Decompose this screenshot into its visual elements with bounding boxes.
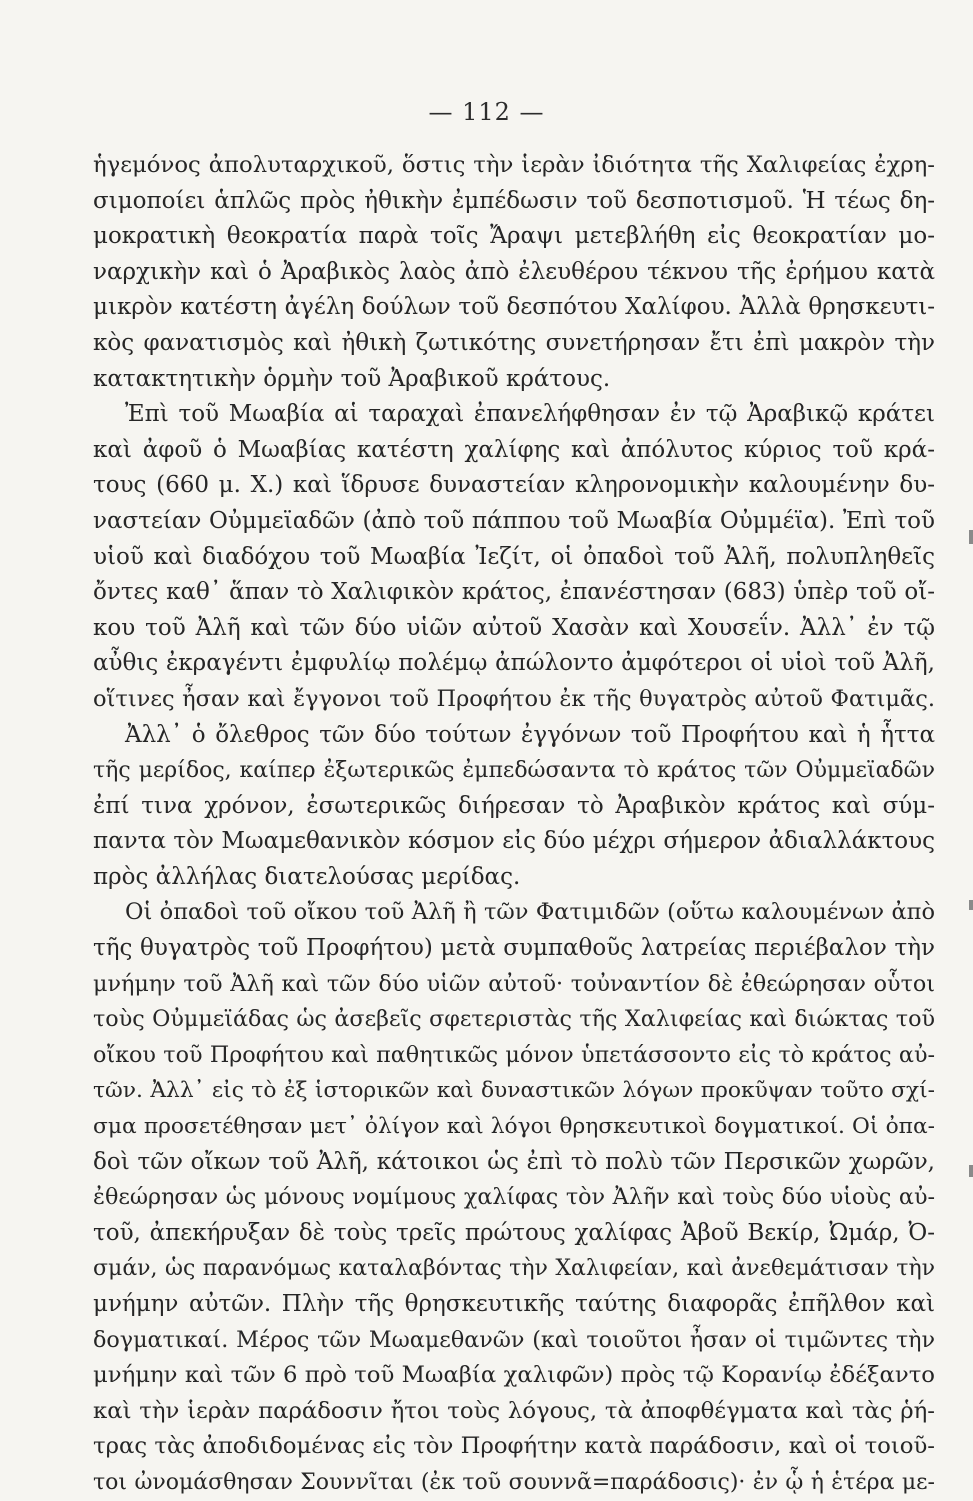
text-line: σμα προσετέθησαν μετ᾽ ὀλίγον καὶ λόγοι θρησκευτικοὶ δογματικοί. Οἱ ὀπα-	[93, 1114, 935, 1140]
text-line: τοὺς Οὐμμεϊάδας ὡς ἀσεβεῖς σφετεριστὰς τῆς Χαλιφείας καὶ διώκτας τοῦ	[93, 1006, 935, 1033]
text-line: αὖθις ἐκραγέντι ἐμφυλίῳ πολέμῳ ἀπώλοντο ἀμφότεροι οἱ υἱοὶ τοῦ Ἀλῆ,	[93, 650, 935, 677]
body-text	[93, 148, 935, 1501]
page-edge-mark	[969, 530, 973, 544]
text-line: δοὶ τῶν οἴκων τοῦ Ἀλῆ, κάτοικοι ὡς ἐπὶ τὸ πολὺ τῶν Περσικῶν χωρῶν,	[93, 1148, 935, 1175]
text-line: Οἱ ὀπαδοὶ τοῦ οἴκου τοῦ Ἀλῆ ἢ τῶν Φατιμιδῶν (οὕτω καλουμένων ἀπὸ	[125, 899, 935, 926]
page-number: — 112 —	[428, 98, 545, 126]
text-line: τῶν. Ἀλλ᾽ εἰς τὸ ἐξ ἱστορικῶν καὶ δυναστικῶν λόγων προκῦψαν τοῦτο σχί-	[93, 1078, 935, 1104]
text-line: μνήμην καὶ τῶν 6 πρὸ τοῦ Μωαβία χαλιφῶν) πρὸς τῷ Κορανίῳ ἐδέξαντο	[93, 1362, 935, 1389]
text-line: τοι ὠνομάσθησαν Σουννῖται (ἐκ τοῦ σουννᾶ=παράδοσις)· ἐν ᾧ ἡ ἑτέρα με-	[93, 1469, 935, 1495]
text-line: τῆς μερίδος, καίπερ ἐξωτερικῶς ἐμπεδώσαντα τὸ κράτος τῶν Οὐμμεϊαδῶν	[93, 758, 935, 784]
text-line: ἐπί τινα χρόνον, ἐσωτερικῶς διήρεσαν τὸ Ἀραβικὸν κράτος καὶ σύμ-	[93, 792, 935, 819]
text-line: σιμοποίει ἁπλῶς πρὸς ἠθικὴν ἐμπέδωσιν τοῦ δεσποτισμοῦ. Ἡ τέως δη-	[93, 187, 935, 214]
text-line: καὶ τὴν ἱερὰν παράδοσιν ἤτοι τοὺς λόγους, τὰ ἀποφθέγματα καὶ τὰς ῥή-	[93, 1397, 935, 1424]
text-line: Ἀλλ᾽ ὁ ὄλεθρος τῶν δύο τούτων ἐγγόνων τοῦ Προφήτου καὶ ἡ ἧττα	[125, 721, 935, 748]
text-line: μνήμην αὐτῶν. Πλὴν τῆς θρησκευτικῆς ταύτης διαφορᾶς ἐπῆλθον καὶ	[93, 1291, 935, 1317]
text-line: Ἐπὶ τοῦ Μωαβία αἱ ταραχαὶ ἐπανελήφθησαν ἐν τῷ Ἀραβικῷ κράτει	[125, 401, 935, 428]
text-line: μοκρατικὴ θεοκρατία παρὰ τοῖς Ἄραψι μετεβλήθη εἰς θεοκρατίαν μο-	[93, 223, 935, 250]
text-line: σμάν, ὡς παρανόμως καταλαβόντας τὴν Χαλιφείαν, καὶ ἀνεθεμάτισαν τὴν	[93, 1256, 935, 1282]
text-line: οἴκου τοῦ Προφήτου καὶ παθητικῶς μόνον ὑπετάσσοντο εἰς τὸ κράτος αὐ-	[93, 1041, 935, 1068]
text-line: κὸς φανατισμὸς καὶ ἠθικὴ ζωτικότης συνετήρησαν ἔτι ἐπὶ μακρὸν τὴν	[93, 329, 935, 356]
text-line: τρας τὰς ἀποδιδομένας εἰς τὸν Προφήτην κατὰ παράδοσιν, καὶ οἱ τοιοῦ-	[93, 1433, 935, 1460]
page-edge-mark	[969, 1165, 973, 1177]
text-line: οἵτινες ἦσαν καὶ ἔγγονοι τοῦ Προφήτου ἐκ τῆς θυγατρὸς αὐτοῦ Φατιμᾶς.	[93, 685, 935, 712]
text-line: ἐθεώρησαν ὡς μόνους νομίμους χαλίφας τὸν Ἀλῆν καὶ τοὺς δύο υἱοὺς αὐ-	[93, 1184, 935, 1211]
text-line: κου τοῦ Ἀλῆ καὶ τῶν δύο υἱῶν αὐτοῦ Χασὰν καὶ Χουσεΐν. Ἀλλ᾽ ἐν τῷ	[93, 614, 935, 641]
page-edge-mark	[969, 900, 973, 910]
text-line: μνήμην τοῦ Ἀλῆ καὶ τῶν δύο υἱῶν αὐτοῦ· τοὐναντίον δὲ ἐθεώρησαν οὗτοι	[93, 970, 935, 997]
text-line: πρὸς ἀλλήλας διατελούσας μερίδας.	[93, 863, 521, 890]
text-line: δογματικαί. Μέρος τῶν Μωαμεθανῶν (καὶ τοιοῦτοι ἦσαν οἱ τιμῶντες τὴν	[93, 1326, 935, 1353]
text-line: καὶ ἀφοῦ ὁ Μωαβίας κατέστη χαλίφης καὶ ἀπόλυτος κύριος τοῦ κρά-	[93, 436, 935, 463]
text-line: τοῦ, ἀπεκήρυξαν δὲ τοὺς τρεῖς πρώτους χαλίφας Ἀβοῦ Βεκίρ, Ὠμάρ, Ὀ-	[93, 1219, 935, 1246]
text-line: ἡγεμόνος ἀπολυταρχικοῦ, ὅστις τὴν ἱερὰν ἰδιότητα τῆς Χαλιφείας ἐχρη-	[93, 152, 935, 178]
text-line: μικρὸν κατέστη ἀγέλη δούλων τοῦ δεσπότου Χαλίφου. Ἀλλὰ θρησκευτι-	[93, 294, 935, 321]
text-line: κατακτητικὴν ὁρμὴν τοῦ Ἀραβικοῦ κράτους.	[93, 365, 611, 392]
text-line: τῆς θυγατρὸς τοῦ Προφήτου) μετὰ συμπαθοῦς λατρείας περιέβαλον τὴν	[93, 935, 935, 962]
text-line: παντα τὸν Μωαμεθανικὸν κόσμον εἰς δύο μέχρι σήμερον ἀδιαλλάκτους	[93, 828, 935, 855]
text-line: ὄντες καθ᾽ ἅπαν τὸ Χαλιφικὸν κράτος, ἐπανέστησαν (683) ὑπὲρ τοῦ οἴ-	[93, 579, 935, 606]
text-line: ναρχικὴν καὶ ὁ Ἀραβικὸς λαὸς ἀπὸ ἐλευθέρου τέκνου τῆς ἐρήμου κατὰ	[93, 258, 935, 285]
text-line: υἱοῦ καὶ διαδόχου τοῦ Μωαβία Ἰεζίτ, οἱ ὀπαδοὶ τοῦ Ἀλῆ, πολυπληθεῖς	[93, 543, 935, 570]
text-line: τους (660 μ. Χ.) καὶ ἵδρυσε δυναστείαν κληρονομικὴν καλουμένην δυ-	[93, 472, 935, 499]
text-line: ναστείαν Οὐμμεϊαδῶν (ἀπὸ τοῦ πάππου τοῦ Μωαβία Οὐμμέϊα). Ἐπὶ τοῦ	[93, 507, 935, 534]
